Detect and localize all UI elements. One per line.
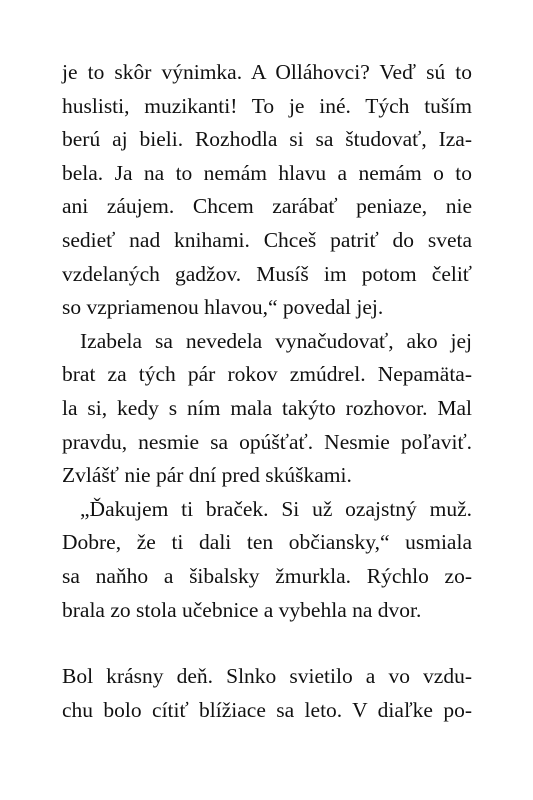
text-line: Zvlášť nie pár dní pred skúškami.: [62, 463, 352, 488]
text-block-upper: [62, 56, 472, 627]
text-line: brat za tých pár rokov zmúdrel. Nepamäta-: [62, 362, 472, 387]
paragraph-4: [62, 660, 472, 727]
text-line: la si, kedy s ním mala takýto rozhovor. Mal: [62, 395, 472, 420]
text-line: vzdelaných gadžov. Musíš im potom čeliť: [62, 261, 472, 286]
text-line: chu bolo cítiť blížiace sa leto. V diaľke po-: [62, 697, 472, 722]
paragraph-1: [62, 56, 472, 325]
text-line: brala zo stola učebnice a vybehla na dvor.: [62, 597, 422, 622]
text-line: berú aj bieli. Rozhodla si sa študovať, Iza-: [62, 127, 472, 152]
text-line: so vzpriamenou hlavou,“ povedal jej.: [62, 295, 384, 320]
text-line: sedieť nad knihami. Chceš patriť do sveta: [62, 227, 472, 252]
text-line: ani záujem. Chcem zarábať peniaze, nie: [62, 194, 472, 219]
text-line: sa naňho a šibalsky žmurkla. Rýchlo zo-: [62, 563, 472, 588]
paragraph-2: [62, 325, 472, 493]
text-block-lower: [62, 660, 472, 727]
text-line: Bol krásny deň. Slnko svietilo a vo vzdu-: [62, 664, 472, 688]
text-line: huslisti, muzikanti! To je iné. Tých tuším: [62, 93, 472, 118]
text-line: pravdu, nesmie sa opúšťať. Nesmie poľaviť.: [62, 429, 472, 454]
text-line: je to skôr výnimka. A Olláhovci? Veď sú to: [62, 60, 472, 84]
text-line: „Ďakujem ti braček. Si už ozajstný muž.: [80, 496, 472, 521]
text-line: Izabela sa nevedela vynačudovať, ako jej: [80, 328, 472, 353]
paragraph-3: [62, 493, 472, 627]
text-line: bela. Ja na to nemám hlavu a nemám o to: [62, 160, 472, 185]
text-line: Dobre, že ti dali ten občiansky,“ usmiala: [62, 530, 472, 555]
